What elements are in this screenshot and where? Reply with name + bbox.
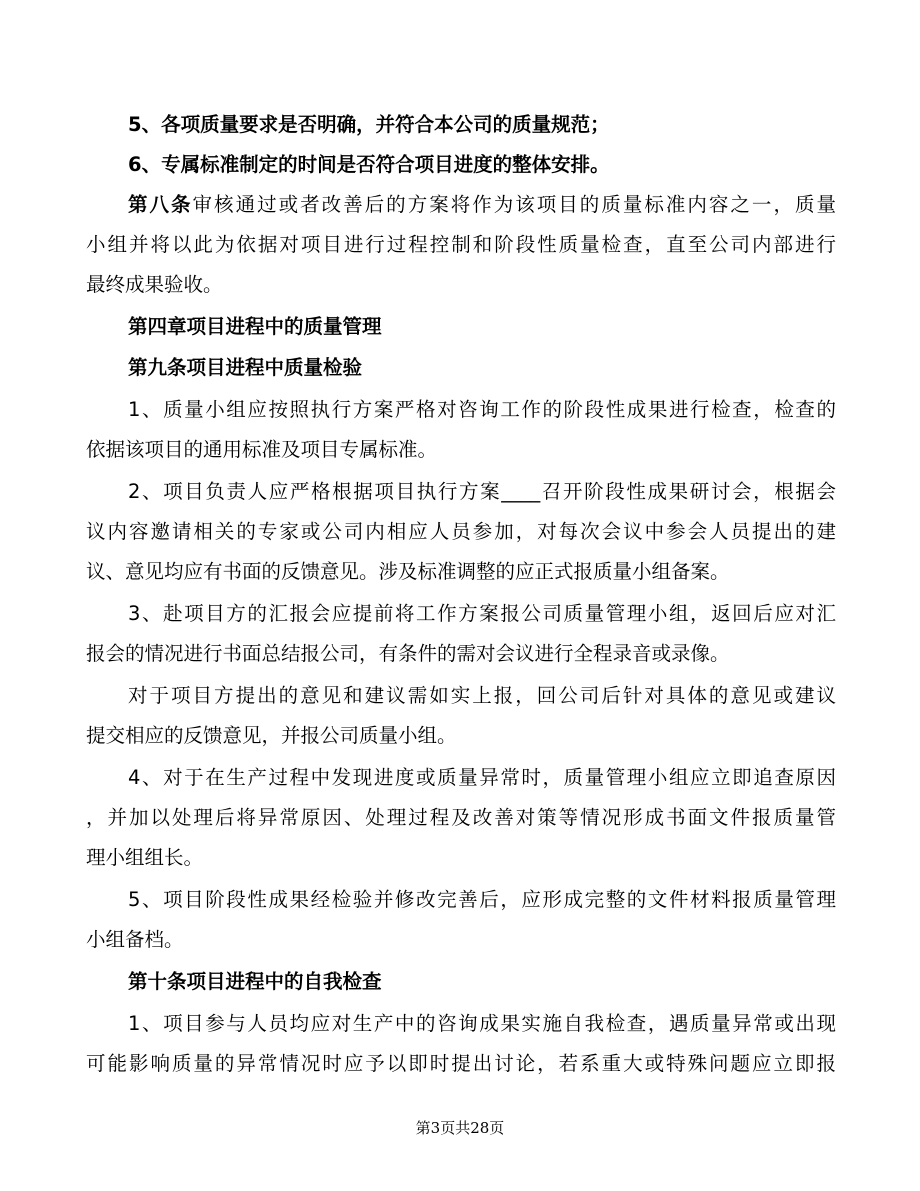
list-item-6: 6、专属标准制定的时间是否符合项目进度的整体安排。 [128, 153, 610, 176]
paragraph-line: 小组并将以此为依据对项目进行过程控制和阶段性质量检查，直至公司内部进行 [86, 233, 836, 256]
paragraph-line: 最终成果验收。 [86, 273, 223, 296]
paragraph-line: 可能影响质量的异常情况时应予以即时提出讨论，若系重大或特殊问题应立即报 [86, 1052, 836, 1075]
chapter-heading: 第四章项目进程中的质量管理 [128, 315, 382, 338]
paragraph-line: 报会的情况进行书面总结报公司，有条件的需对会议进行全程录音或录像。 [86, 642, 730, 665]
paragraph-line: 小组备档。 [86, 928, 184, 951]
paragraph-line: 2、项目负责人应严格根据项目执行方案____召开阶段性成果研讨会，根据会 [128, 480, 836, 503]
article-heading: 第十条项目进程中的自我检查 [128, 970, 382, 993]
article-8-line-1 [128, 191, 836, 219]
paragraph-line: 提交相应的反馈意见，并报公司质量小组。 [86, 724, 457, 747]
paragraph-line: 议内容邀请相关的专家或公司内相应人员参加，对每次会议中参会人员提出的建 [86, 520, 836, 543]
article-text: 审核通过或者改善后的方案将作为该项目的质量标准内容之一，质量 [192, 193, 836, 216]
paragraph-line: 1、质量小组应按照执行方案严格对咨询工作的阶段性成果进行检查，检查的 [128, 398, 836, 421]
paragraph-line: 议、意见均应有书面的反馈意见。涉及标准调整的应正式报质量小组备案。 [86, 560, 730, 583]
page-number: 第3页共28页 [415, 1119, 505, 1137]
paragraph-line: 5、项目阶段性成果经检验并修改完善后，应形成完整的文件材料报质量管理 [128, 888, 836, 911]
paragraph-line: 理小组组长。 [86, 846, 204, 869]
article-heading: 第九条项目进程中质量检验 [128, 356, 363, 379]
article-label: 第八条 [128, 193, 193, 216]
paragraph-line: ，并加以处理后将异常原因、处理过程及改善对策等情况形成书面文件报质量管 [86, 806, 836, 829]
paragraph-line: 依据该项目的通用标准及项目专属标准。 [86, 438, 438, 461]
paragraph-line: 3、赴项目方的汇报会应提前将工作方案报公司质量管理小组，返回后应对汇 [128, 602, 836, 625]
paragraph-line: 对于项目方提出的意见和建议需如实上报，回公司后针对具体的意见或建议 [128, 684, 836, 707]
paragraph-line: 1、项目参与人员均应对生产中的咨询成果实施自我检查，遇质量异常或出现 [128, 1012, 836, 1035]
list-item-5: 5、各项质量要求是否明确，并符合本公司的质量规范； [128, 113, 610, 136]
paragraph-line: 4、对于在生产过程中发现进度或质量异常时，质量管理小组应立即追查原因 [128, 766, 836, 789]
